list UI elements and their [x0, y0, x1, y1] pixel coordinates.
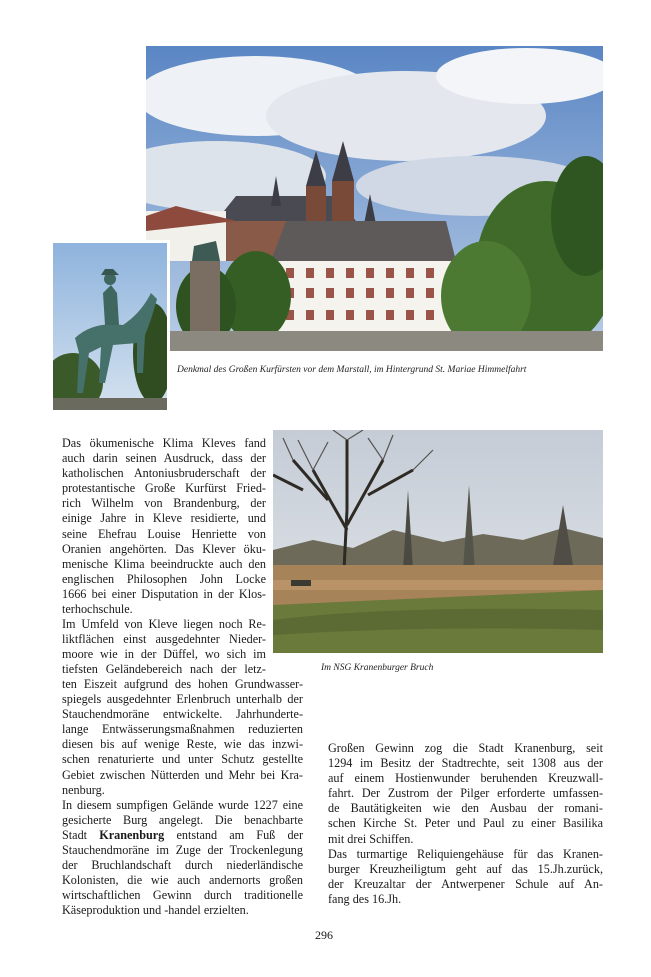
right-text-column [328, 741, 603, 907]
text-line: burger Kreuzheiligtum geht auf das 15.Jh.zurück, [328, 861, 603, 876]
text-line: Stauchendmoräne im Zuge der Trockenlegung [62, 843, 303, 858]
paragraph-kranenburg-origin [62, 798, 303, 919]
town-name-bold: Kranenburg [99, 827, 165, 842]
text-line: Käseproduktion und -handel erzielten. [62, 903, 249, 918]
text-segment: entstand am Fuß der [176, 827, 304, 842]
text-line: diesen bis auf wenige Reste, wie das inzwi- [62, 737, 303, 752]
left-text-column-continued [62, 617, 266, 677]
text-line: de Bautätigkeiten wie den Ausbau der romani- [328, 801, 603, 816]
text-line: Im Umfeld von Kleve liegen noch Re- [62, 617, 266, 631]
text-line: protestantische Große Kurfürst Fried- [62, 481, 266, 496]
text-line: Gebiet zwischen Nütterden und Mehr bei Kra- [62, 767, 303, 782]
nature-reserve-photo [273, 430, 603, 653]
text-line: schen renaturierte und unter Schutz gestellte [62, 752, 303, 767]
marstall-church-photo [146, 46, 603, 351]
page-number: 296 [315, 928, 333, 942]
text-line: 1294 im Besitz der Stadtrechte, seit 1308 aus der [328, 756, 603, 771]
text-line: Großen Gewinn zog die Stadt Kranenburg, seit [328, 741, 603, 755]
text-segment: Stadt [62, 827, 88, 842]
text-line: Oranien angehörten. Das Klever öku- [62, 541, 266, 556]
paragraph-ecumenical [62, 436, 266, 617]
text-line: gesicherte Burg angelegt. Die benachbarte [62, 812, 303, 827]
text-line: Stauchendmoräne entwickelte. Jahrhunderte- [62, 707, 303, 722]
text-line: englischen Philosophen John Locke [62, 571, 266, 586]
photo-caption-top: Denkmal des Großen Kurfürsten vor dem Marstall, im Hintergrund St. Mariae Himmelfahrt [177, 365, 527, 375]
text-line: der Bruchlandschaft durch niederländische [62, 858, 303, 873]
text-line: tiefsten Geländebereich nach der letz- [62, 662, 266, 677]
text-line: spiegels ausgedehnter Erlenbruch unterhalb der [62, 692, 303, 707]
text-line: 1666 bei einer Disputation in der Klos- [62, 586, 266, 601]
paragraph-pilgrimage [328, 741, 603, 847]
text-line: auch darin seinen Ausdruck, dass der [62, 451, 266, 466]
text-line: liktflächen einst ausgedehnter Nieder- [62, 632, 266, 647]
text-line: Kolonisten, die wie auch andernorts großen [62, 873, 303, 888]
text-line: ten Eiszeit aufgrund des hohen Grundwasser- [62, 677, 303, 691]
text-line: fang des 16.Jh. [328, 891, 402, 906]
text-line: katholischen Antoniusbruderschaft der [62, 466, 266, 481]
text-line: fahrt. Der Zustrom der Pilger erforderte umfassen- [328, 786, 603, 801]
paragraph-fens [62, 617, 266, 677]
text-line: seine Ehefrau Louise Henriette von [62, 526, 266, 541]
text-line: schen Kirche St. Peter und Paul zu einer Basilika [328, 816, 603, 831]
text-line: Das ökumenische Klima Kleves fand [62, 436, 266, 450]
photo-caption-middle: Im NSG Kranenburger Bruch [321, 663, 434, 673]
text-line: mit drei Schiffen. [328, 831, 414, 846]
left-text-column-wide [62, 677, 303, 919]
text-line [62, 828, 303, 843]
text-line: auf einem Hostienwunder beruhenden Kreuzwall- [328, 771, 603, 786]
text-line: wirtschaftlichen Gewinn durch traditionelle [62, 888, 303, 903]
text-line: der Kreuzaltar der Antwerpener Schule auf An- [328, 876, 603, 891]
text-line: In diesem sumpfigen Gelände wurde 1227 eine [62, 797, 303, 812]
equestrian-statue-photo [53, 240, 170, 410]
text-line: rich Wilhelm von Brandenburg, der [62, 496, 266, 511]
paragraph-reliquary [328, 847, 603, 907]
text-line: einige Jahre in Kleve residierte, und [62, 511, 266, 526]
text-line: lange Entwässerungsmaßnahmen reduzierten [62, 722, 303, 737]
text-line: Das turmartige Reliquiengehäuse für das Kranen- [328, 846, 603, 861]
text-line: moore wie in der Düffel, wo sich im [62, 647, 266, 662]
paragraph-fens-wide [62, 677, 303, 798]
left-text-column [62, 436, 266, 617]
text-line: nenburg. [62, 782, 105, 797]
text-line: terhochschule. [62, 602, 133, 617]
text-line: menische Klima beeindruckte auch den [62, 556, 266, 571]
